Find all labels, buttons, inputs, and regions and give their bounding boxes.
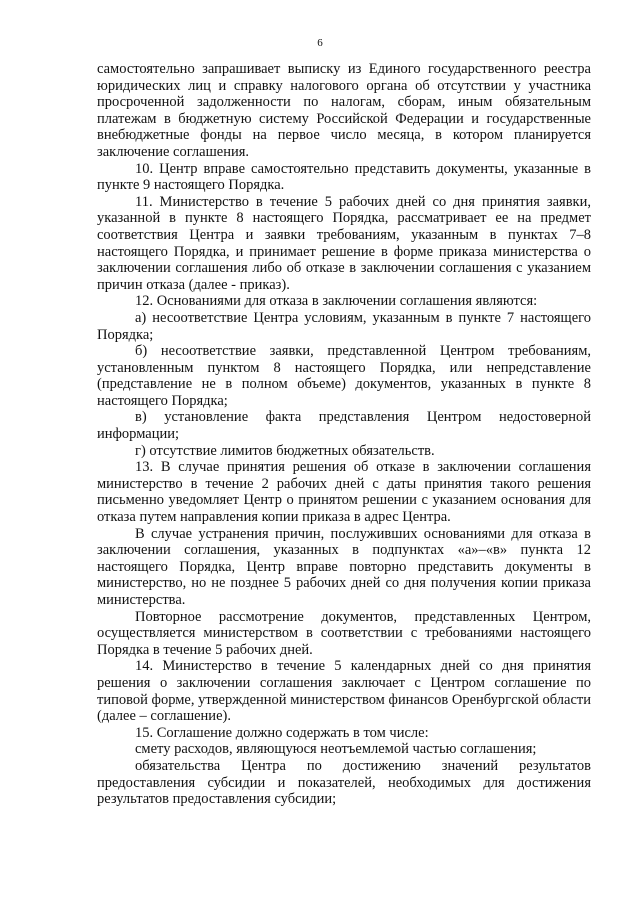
paragraph: самостоятельно запрашивает выписку из Единого государственного реестра юридических лиц и справку налогового органа об отсутствии у участника просроченной задолженности по налогам, сборам, иным обязательным платежам в бюджетную систему Российской Федерации и государственные внебюджетные фонды на первое число месяца, в котором планируется заключение соглашения.	[97, 61, 591, 160]
paragraph: В случае устранения причин, послуживших основаниями для отказа в заключении соглашения, указанных в подпунктах «а»–«в» пункта 12 настоящего Порядка, Центр вправе повторно представить документы в министерство, но не позднее 5 рабочих дней со дня получения копии приказа министерства.	[97, 525, 591, 608]
paragraph: 12. Основаниями для отказа в заключении соглашения являются:	[135, 293, 538, 310]
paragraph: 11. Министерство в течение 5 рабочих дней со дня принятия заявки, указанной в пункте 8 настоящего Порядка, рассматривает ее на предмет соответствия Центра и заявки требованиям, указанным в пунктах 7–8 настоящего Порядка, и принимает решение в форме приказа министерства о заключении соглашения либо об отказе в заключении соглашения с указанием причин отказа (далее - приказ).	[97, 193, 591, 293]
paragraph: г) отсутствие лимитов бюджетных обязательств.	[135, 442, 435, 459]
paragraph: 14. Министерство в течение 5 календарных дней со дня принятия решения о заключении соглашения заключает с Центром соглашение по типовой форме, утвержденной министерством финансов Оренбургской области (далее – соглашение).	[97, 658, 591, 725]
paragraph: 15. Соглашение должно содержать в том числе:	[135, 724, 429, 741]
paragraph: обязательства Центра по достижению значений результатов предоставления субсидии и показателей, необходимых для достижения результатов предоставления субсидии;	[97, 757, 591, 808]
paragraph: 13. В случае принятия решения об отказе в заключении соглашения министерство в течение 2 рабочих дней с даты принятия такого решения письменно уведомляет Центр о принятом решении с указанием основания для отказа путем направления копии приказа в адрес Центра.	[97, 459, 591, 526]
paragraph: 10. Центр вправе самостоятельно представить документы, указанные в пункте 9 настоящего Порядка.	[97, 160, 591, 194]
paragraph: в) установление факта представления Центром недостоверной информации;	[97, 409, 591, 443]
page-number: 6	[317, 37, 323, 49]
paragraph: Повторное рассмотрение документов, представленных Центром, осуществляется министерством в соответствии с требованиями настоящего Порядка в течение 5 рабочих дней.	[97, 608, 591, 658]
document-body	[97, 61, 591, 808]
paragraph: смету расходов, являющуюся неотъемлемой частью соглашения;	[135, 741, 537, 758]
paragraph: а) несоответствие Центра условиям, указанным в пункте 7 настоящего Порядка;	[97, 309, 591, 343]
paragraph: б) несоответствие заявки, представленной Центром требованиям, установленным пунктом 8 настоящего Порядка, или непредставление (представление не в полном объеме) документов, указанных в пункте 8 настоящего Порядка;	[97, 343, 591, 409]
